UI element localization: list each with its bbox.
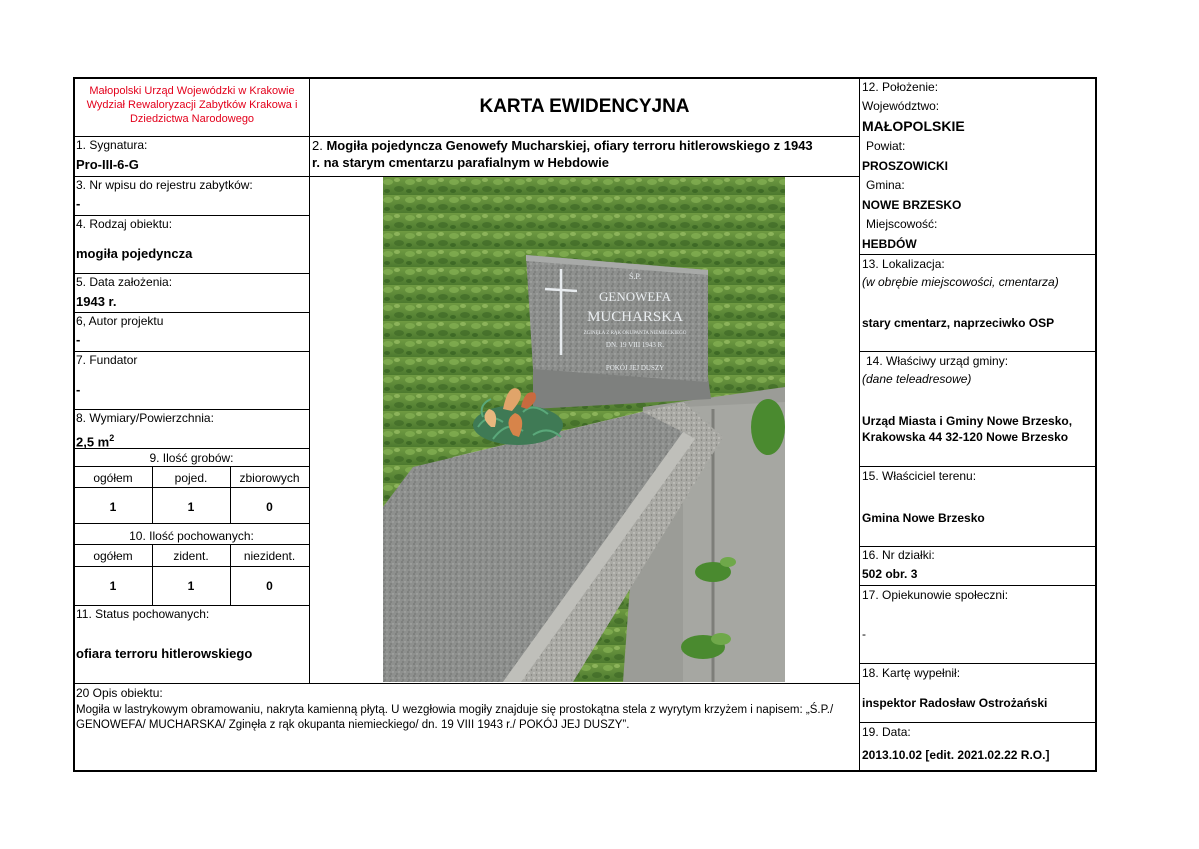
- row-line: [860, 254, 1096, 255]
- row-line: [860, 722, 1096, 723]
- description-top-line: [74, 683, 859, 684]
- voivodeship-label: Województwo:: [862, 99, 940, 113]
- filled-by-value: inspektor Radosław Ostrożański: [862, 696, 1048, 710]
- buried-col-total: ogółem: [93, 549, 133, 563]
- locality-value: HEBDÓW: [862, 237, 917, 251]
- right-column-divider: [859, 78, 860, 770]
- buried-header: 10. Ilość pochowanych:: [129, 529, 254, 543]
- filled-by-label: 18. Kartę wypełnił:: [862, 666, 961, 680]
- position-label: 12. Położenie:: [862, 80, 939, 94]
- object-name-line1: Mogiła pojedyncza Genowefy Mucharskiej, ofiary terroru hitlerowskiego z 1943: [326, 138, 813, 153]
- author-label: 6, Autor projektu: [76, 314, 164, 328]
- locality-label: Miejscowość:: [866, 217, 938, 231]
- row-line: [860, 546, 1096, 547]
- commune-value: NOWE BRZESKO: [862, 198, 962, 212]
- left-column-divider: [309, 78, 310, 683]
- county-label: Powiat:: [866, 139, 906, 153]
- object-type-label: 4. Rodzaj obiektu:: [76, 217, 173, 231]
- founder-label: 7. Fundator: [76, 353, 138, 367]
- office-name: Małopolski Urząd Wojewódzki w Krakowie Wydział Rewaloryzacji Zabytków Krakowa i Dziedzictwa Narodowego: [86, 85, 298, 125]
- plot-number-label: 16. Nr działki:: [862, 548, 935, 562]
- row-line: [74, 176, 309, 177]
- stela-inscription-small: ZGINĘŁA Z RĄK OKUPANTA NIEMIECKIEGO: [583, 331, 687, 336]
- date-value: 2013.10.02 [edit. 2021.02.22 R.O.]: [862, 748, 1050, 762]
- grave-photo: [383, 177, 785, 682]
- row-line: [74, 523, 309, 524]
- row-line: [860, 466, 1096, 467]
- guardians-label: 17. Opiekunowie społeczni:: [862, 588, 1009, 602]
- description-label: 20 Opis obiektu:: [76, 686, 163, 700]
- land-owner-value: Gmina Nowe Brzesko: [862, 511, 985, 525]
- graves-header: 9. Ilość grobów:: [149, 451, 234, 465]
- guardians-value: -: [862, 627, 866, 641]
- graves-total-value: 1: [109, 500, 117, 514]
- buried-identified-value: 1: [187, 579, 195, 593]
- row-line: [74, 566, 309, 567]
- founding-date-value: 1943 r.: [76, 294, 117, 309]
- row-line: [74, 605, 309, 606]
- dimensions-value: 2,5 m: [76, 434, 110, 450]
- voivodeship-value: MAŁOPOLSKIE: [862, 118, 965, 134]
- stela-inscription-name1: GENOWEFA: [599, 289, 671, 304]
- plot-number-value: 502 obr. 3: [862, 567, 918, 581]
- graves-col-collective: zbiorowych: [239, 471, 300, 485]
- status-label: 11. Status pochowanych:: [76, 607, 210, 621]
- status-value: ofiara terroru hitlerowskiego: [76, 646, 253, 661]
- commune-office-hint: (dane teleadresowe): [862, 372, 972, 386]
- row-line: [74, 351, 309, 352]
- location-label: 13. Lokalizacja:: [862, 257, 945, 271]
- object-name-line2: r. na starym cmentarzu parafialnym w Hebdowie: [312, 155, 609, 170]
- buried-total-value: 1: [109, 579, 117, 593]
- founder-value: -: [76, 382, 81, 397]
- founding-date-label: 5. Data założenia:: [76, 275, 173, 289]
- stela-inscription-name2: MUCHARSKA: [587, 309, 683, 325]
- registry-label: 3. Nr wpisu do rejestru zabytków:: [76, 178, 253, 192]
- graves-collective-value: 0: [266, 500, 273, 514]
- buried-col-identified: zident.: [173, 549, 209, 563]
- commune-label: Gmina:: [866, 178, 905, 192]
- row-line: [74, 215, 309, 216]
- row-line: [860, 585, 1096, 586]
- location-value: stary cmentarz, naprzeciwko OSP: [862, 316, 1055, 330]
- row-line: [860, 351, 1096, 352]
- commune-office-value-line2: Krakowska 44 32-120 Nowe Brzesko: [862, 430, 1069, 444]
- card-title: KARTA EWIDENCYJNA: [479, 96, 690, 117]
- stela-inscription-sp: Ś.P.: [628, 272, 642, 281]
- commune-office-label: 14. Właściwy urząd gminy:: [866, 354, 1009, 368]
- buried-col-unidentified: niezident.: [243, 549, 296, 563]
- row-line: [74, 487, 309, 488]
- row-line: [74, 312, 309, 313]
- description-text: Mogiła w lastrykowym obramowaniu, nakryta kamienną płytą. U wezgłowia mogiły znajduje się prostokątna stela z wyrytym krzyżem i napisem: „Ś.P./ GENOWEFA/ MUCHARSKA/ Zginęła z rąk okupanta niemieckiego/ dn. 19 VIII 1943 r./ POKÓJ JEJ DUSZY”.: [76, 704, 834, 731]
- graves-col-total: ogółem: [93, 471, 133, 485]
- row-line: [74, 273, 309, 274]
- graves-single-value: 1: [187, 500, 195, 514]
- stela-inscription-date: DN. 19 VIII 1943 R.: [605, 341, 665, 349]
- row-line: [860, 663, 1096, 664]
- buried-unidentified-value: 0: [266, 579, 273, 593]
- dimensions-label: 8. Wymiary/Powierzchnia:: [76, 411, 214, 425]
- location-hint: (w obrębie miejscowości, cmentarza): [862, 275, 1059, 289]
- graves-col-single: pojed.: [174, 471, 208, 485]
- signature-value: Pro-III-6-G: [76, 157, 139, 172]
- county-value: PROSZOWICKI: [862, 159, 948, 173]
- registry-value: -: [76, 196, 81, 211]
- commune-office-value-line1: Urząd Miasta i Gminy Nowe Brzesko,: [862, 414, 1073, 428]
- author-value: -: [76, 332, 81, 347]
- header-bottom-line: [74, 136, 859, 137]
- row-line: [74, 466, 309, 467]
- date-label: 19. Data:: [862, 725, 911, 739]
- stela-inscription-rest: POKÓJ JEJ DUSZY: [605, 364, 665, 372]
- dimensions-unit-superscript: 2: [109, 433, 115, 443]
- object-type-value: mogiła pojedyncza: [76, 246, 193, 261]
- row-line: [74, 544, 309, 545]
- signature-label: 1. Sygnatura:: [76, 138, 148, 152]
- row-line: [74, 409, 309, 410]
- object-number: 2.: [312, 138, 323, 153]
- land-owner-label: 15. Właściciel terenu:: [862, 469, 977, 483]
